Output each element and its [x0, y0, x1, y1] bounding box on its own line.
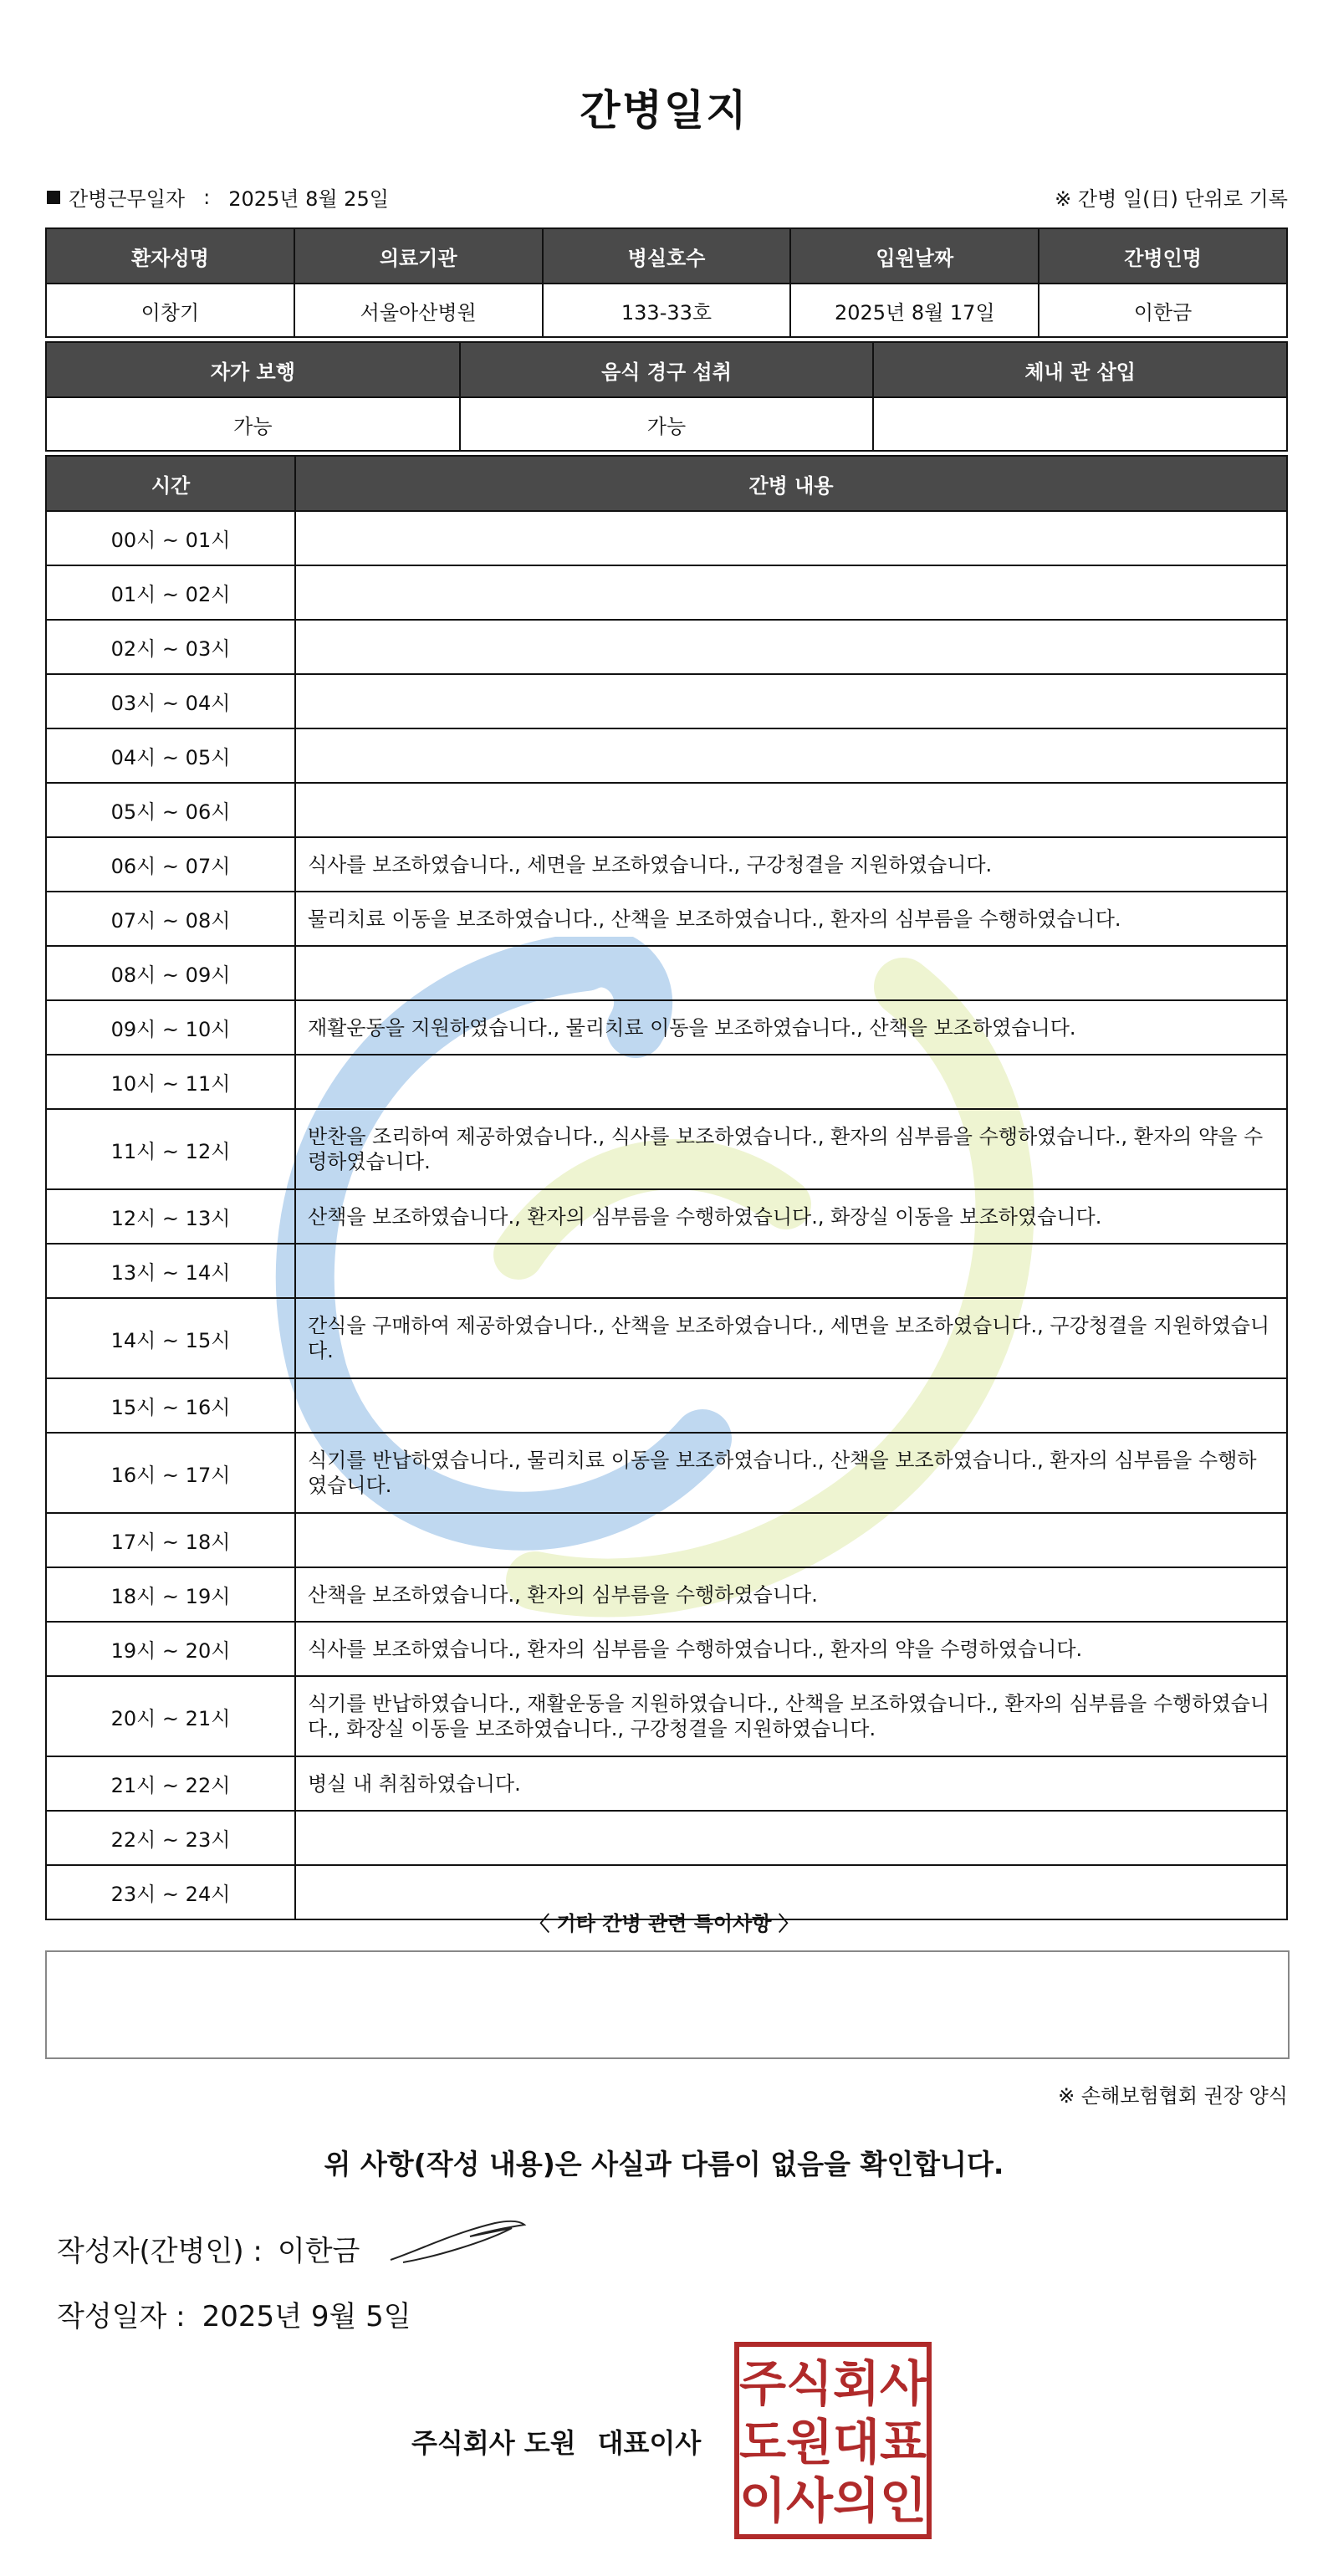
time-slot: 01시 ~ 02시 [46, 565, 295, 620]
company-role: 대표이사 [597, 2427, 702, 2459]
work-date-separator: : [203, 185, 211, 209]
seal-text-line: 이사의인 [738, 2472, 927, 2529]
time-slot: 21시 ~ 22시 [46, 1756, 295, 1811]
time-slot: 20시 ~ 21시 [46, 1676, 295, 1756]
page-title: 간병일지 [580, 86, 748, 135]
care-content [295, 1055, 1287, 1109]
table-row [46, 1055, 1287, 1109]
table-row [46, 1811, 1287, 1865]
oral-intake: 가능 [460, 397, 874, 451]
care-content: 식사를 보조하였습니다., 세면을 보조하였습니다., 구강청결을 지원하였습니다. [295, 837, 1287, 892]
patient-info-table [45, 227, 1288, 338]
care-content [295, 1378, 1287, 1433]
table-row [46, 1244, 1287, 1298]
care-content [295, 783, 1287, 837]
table-row [46, 783, 1287, 837]
writer-label: 작성자(간병인) : [57, 2235, 263, 2268]
time-slot: 11시 ~ 12시 [46, 1109, 295, 1189]
care-content [295, 1811, 1287, 1865]
table-row [46, 1000, 1287, 1055]
care-content: 식기를 반납하였습니다., 재활운동을 지원하였습니다., 산책을 보조하였습니다., 환자의 심부름을 수행하였습니다., 화장실 이동을 보조하였습니다., 구강청결을 지원하였습니다. [295, 1676, 1287, 1756]
patient-name: 이창기 [46, 284, 294, 337]
room-number: 133-33호 [543, 284, 791, 337]
table-row [46, 1513, 1287, 1567]
time-slot: 23시 ~ 24시 [46, 1865, 295, 1919]
care-content [295, 674, 1287, 728]
care-content: 식사를 보조하였습니다., 환자의 심부름을 수행하였습니다., 환자의 약을 수령하였습니다. [295, 1622, 1287, 1676]
care-content: 간식을 구매하여 제공하였습니다., 산책을 보조하였습니다., 세면을 보조하였습니다., 구강청결을 지원하였습니다. [295, 1298, 1287, 1378]
table-row [46, 1189, 1287, 1244]
care-content [295, 1244, 1287, 1298]
time-slot: 13시 ~ 14시 [46, 1244, 295, 1298]
care-content [295, 620, 1287, 674]
time-slot: 02시 ~ 03시 [46, 620, 295, 674]
care-content: 산책을 보조하였습니다., 환자의 심부름을 수행하였습니다. [295, 1567, 1287, 1622]
association-note: ※ 손해보험협회 권장 양식 [1058, 2084, 1288, 2108]
table-row [46, 511, 1287, 565]
other-notes-box [45, 1950, 1290, 2059]
header-patient-name: 환자성명 [46, 228, 294, 284]
table-row [46, 1298, 1287, 1378]
write-date-value: 2025년 9월 5일 [202, 2300, 411, 2333]
table-row [46, 620, 1287, 674]
daily-record-note: ※ 간병 일(日) 단위로 기록 [1055, 187, 1288, 211]
header-hospital: 의료기관 [294, 228, 543, 284]
time-slot: 00시 ~ 01시 [46, 511, 295, 565]
company-name: 주식회사 도원 [411, 2427, 576, 2459]
time-slot: 05시 ~ 06시 [46, 783, 295, 837]
bullet-square-icon [47, 191, 60, 204]
time-slot: 14시 ~ 15시 [46, 1298, 295, 1378]
time-slot: 06시 ~ 07시 [46, 837, 295, 892]
table-row [46, 1109, 1287, 1189]
write-date-line [57, 2293, 411, 2334]
table-row [46, 1567, 1287, 1622]
table-row [46, 674, 1287, 728]
time-slot: 18시 ~ 19시 [46, 1567, 295, 1622]
header-room: 병실호수 [543, 228, 791, 284]
care-schedule-table [45, 455, 1288, 1920]
table-row [46, 892, 1287, 946]
header-caregiver: 간병인명 [1039, 228, 1287, 284]
table-row [46, 837, 1287, 892]
write-date-label: 작성일자 : [57, 2300, 186, 2333]
table-row [46, 1378, 1287, 1433]
table-row [46, 565, 1287, 620]
header-care-content: 간병 내용 [295, 456, 1287, 511]
time-slot: 04시 ~ 05시 [46, 728, 295, 783]
care-content [295, 511, 1287, 565]
company-seal [734, 2342, 932, 2543]
table-row [46, 946, 1287, 1000]
time-slot: 16시 ~ 17시 [46, 1433, 295, 1513]
time-slot: 09시 ~ 10시 [46, 1000, 295, 1055]
company-line [411, 2422, 723, 2461]
time-slot: 22시 ~ 23시 [46, 1811, 295, 1865]
seal-text-line: 주식회사 [738, 2355, 927, 2412]
care-content [295, 728, 1287, 783]
self-walking: 가능 [46, 397, 460, 451]
hospital: 서울아산병원 [294, 284, 543, 337]
care-content: 반찬을 조리하여 제공하였습니다., 식사를 보조하였습니다., 환자의 심부름을 수행하였습니다., 환자의 약을 수령하였습니다. [295, 1109, 1287, 1189]
header-self-walking: 자가 보행 [46, 342, 460, 397]
table-row [46, 1622, 1287, 1676]
header-oral-intake: 음식 경구 섭취 [460, 342, 874, 397]
tube-insertion [873, 397, 1287, 451]
confirmation-statement: 위 사항(작성 내용)은 사실과 다름이 없음을 확인합니다. [324, 2148, 1004, 2180]
caregiver-name: 이한금 [1039, 284, 1287, 337]
admission-date: 2025년 8월 17일 [790, 284, 1039, 337]
care-content [295, 565, 1287, 620]
time-slot: 10시 ~ 11시 [46, 1055, 295, 1109]
care-content [295, 946, 1287, 1000]
time-slot: 08시 ~ 09시 [46, 946, 295, 1000]
time-slot: 03시 ~ 04시 [46, 674, 295, 728]
work-date-value: 2025년 8월 25일 [228, 187, 389, 211]
header-time: 시간 [46, 456, 295, 511]
time-slot: 17시 ~ 18시 [46, 1513, 295, 1567]
time-slot: 15시 ~ 16시 [46, 1378, 295, 1433]
header-admission-date: 입원날짜 [790, 228, 1039, 284]
time-slot: 07시 ~ 08시 [46, 892, 295, 946]
signature-image [386, 2216, 529, 2270]
time-slot: 12시 ~ 13시 [46, 1189, 295, 1244]
care-content: 재활운동을 지원하였습니다., 물리치료 이동을 보조하였습니다., 산책을 보조하였습니다. [295, 1000, 1287, 1055]
care-content: 식기를 반납하였습니다., 물리치료 이동을 보조하였습니다., 산책을 보조하였습니다., 환자의 심부름을 수행하였습니다. [295, 1433, 1287, 1513]
work-date-label: 간병근무일자 [69, 187, 186, 211]
seal-text-line: 도원대표 [738, 2414, 927, 2471]
time-slot: 19시 ~ 20시 [46, 1622, 295, 1676]
care-content: 물리치료 이동을 보조하였습니다., 산책을 보조하였습니다., 환자의 심부름을 수행하였습니다. [295, 892, 1287, 946]
other-notes-title: 〈 기타 간병 관련 특이사항 〉 [529, 1912, 799, 1935]
writer-line [57, 2228, 360, 2269]
care-content: 산책을 보조하였습니다., 환자의 심부름을 수행하였습니다., 화장실 이동을 보조하였습니다. [295, 1189, 1287, 1244]
table-row [46, 728, 1287, 783]
work-date [47, 182, 389, 212]
table-row [46, 1676, 1287, 1756]
header-tube: 체내 관 삽입 [873, 342, 1287, 397]
writer-name: 이한금 [277, 2235, 360, 2268]
care-content [295, 1513, 1287, 1567]
table-row [46, 1756, 1287, 1811]
table-row [46, 1433, 1287, 1513]
care-content: 병실 내 취침하였습니다. [295, 1756, 1287, 1811]
patient-status-table [45, 341, 1288, 452]
